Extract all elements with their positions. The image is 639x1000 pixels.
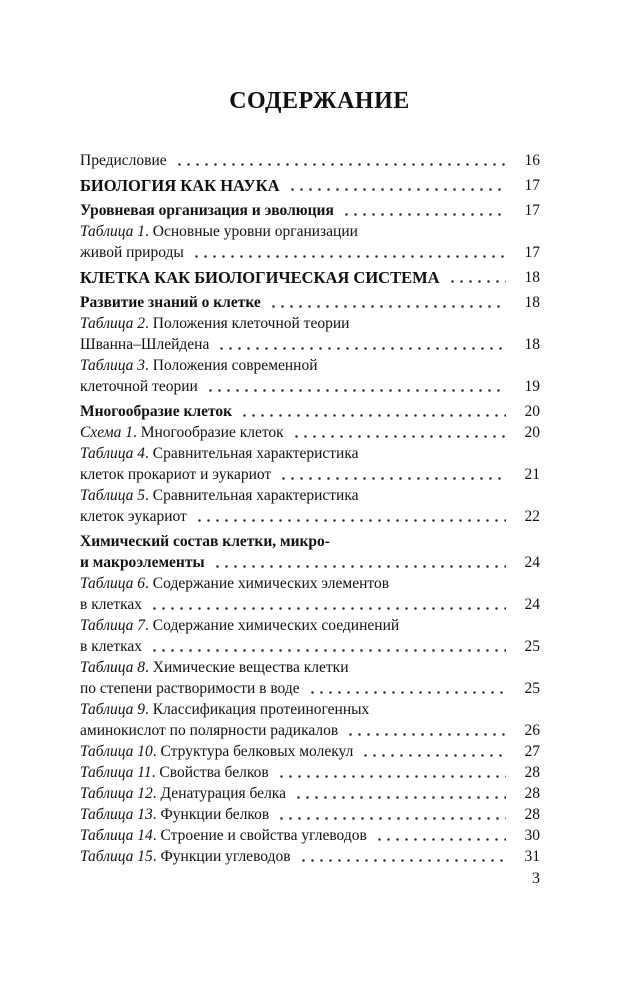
toc-entry-text: Содержание химических соединений [152,617,400,634]
toc-entry-label: Таблица 6 [80,575,146,592]
toc-entry-label: Таблица 1 [80,223,146,240]
dot-leader [279,477,506,480]
toc-page-number: 24 [524,554,540,571]
toc-entry-text-cont: клеток прокариот и эукариот [80,466,272,483]
toc-entry-text: Предисловие [80,152,167,169]
dot-leader [150,607,506,610]
toc-entry-line1: Таблица 6. Содержание химических элементов [80,575,390,592]
toc-entry-text: Многообразие клеток [140,424,284,441]
table-of-contents [80,150,540,867]
toc-subsection-heading: Уровневая организация и эволюция [80,202,334,219]
toc-entry-label: Таблица 15 [80,848,153,865]
toc-entry [80,594,540,615]
toc-entry-text: Сравнительная характеристика [152,445,359,462]
toc-entry-preface [80,150,540,171]
toc-entry-text: Положения клеточной теории [152,315,350,332]
dot-leader [150,649,506,652]
toc-entry-label: Таблица 7 [80,617,146,634]
dot-leader [299,859,506,862]
toc-entry-label: Таблица 3 [80,357,146,374]
toc-page-number: 16 [524,152,540,169]
toc-entry [80,242,540,263]
toc-entry-text-cont: аминокислот по полярности радикалов [80,722,339,739]
dot-leader [240,414,506,417]
dot-leader [217,347,506,350]
toc-entry-line1: Таблица 9. Классификация протеиногенных [80,701,370,718]
toc-page-number: 22 [524,508,540,525]
page-title: СОДЕРЖАНИЕ [229,88,410,114]
toc-section-cell [80,267,540,288]
toc-entry-text: Основные уровни организации [152,223,358,240]
toc-subsection [80,552,540,573]
dot-leader [195,519,506,522]
dot-leader [292,435,506,438]
toc-entry-line1: Таблица 1. Основные уровни организации [80,223,358,240]
toc-page-number: 20 [524,424,540,441]
toc-entry-text: Функции углеводов [160,848,291,865]
toc-entry-text: Строение и свойства углеводов [160,827,367,844]
dot-leader [192,255,506,258]
toc-page-number: 25 [524,680,540,697]
dot-leader [361,754,506,757]
toc-page-number: 18 [524,336,540,353]
dot-leader [308,691,506,694]
toc-entry-text: Сравнительная характеристика [152,487,359,504]
page-number: 3 [532,870,540,887]
toc-entry [80,720,540,741]
dot-leader [269,305,506,308]
toc-entry-label: Таблица 9 [80,701,146,718]
toc-entry: Таблица 11. Свойства белков 28 [80,764,540,781]
toc-entry-line1: Таблица 3. Положения современной [80,357,318,374]
toc-page-number: 27 [524,743,540,760]
toc-page-number: 28 [524,785,540,802]
toc-entry-text: Свойства белков [159,764,269,781]
toc-entry [80,636,540,657]
dot-leader [294,796,506,799]
toc-entry-text-cont: в клетках [80,596,143,613]
toc-entry-text: Положения современной [152,357,318,374]
toc-entry-text: Химические вещества клетки [152,659,349,676]
toc-entry-label: Таблица 5 [80,487,146,504]
toc-entry-text: Денатурация белка [160,785,286,802]
toc-entry-text-cont: в клетках [80,638,143,655]
dot-leader [342,213,506,216]
toc-subsection [80,292,540,313]
toc-entry-label: Таблица 4 [80,445,146,462]
toc-entry-line1: Таблица 5. Сравнительная характеристика [80,487,359,504]
dot-leader [288,188,506,191]
toc-entry-label: Схема 1 [80,424,133,441]
toc-page-number: 17 [524,177,540,194]
toc-entry: Схема 1. Многообразие клеток 20 [80,424,540,441]
toc-page-number: 17 [524,202,540,219]
toc-entry-text: Функции белков [160,806,270,823]
toc-entry-text: Структура белковых молекул [160,743,354,760]
toc-page-number: 19 [524,378,540,395]
toc-section-heading: КЛЕТКА КАК БИОЛОГИЧЕСКАЯ СИСТЕМА [80,268,440,287]
toc-page-number: 24 [524,596,540,613]
dot-leader [346,733,506,736]
toc-entry-text-cont: клеток эукариот [80,508,187,525]
toc-entry-label: Таблица 14 [80,827,153,844]
dot-leader [277,817,506,820]
toc-entry-text-cont: Шванна–Шлейдена [80,336,210,353]
toc-section-heading: БИОЛОГИЯ КАК НАУКА [80,176,280,195]
toc-page-number: 28 [524,764,540,781]
dot-leader [375,838,506,841]
toc-entry-label: Таблица 11 [80,764,152,781]
toc-page-number: 21 [524,466,540,483]
toc-page-number: 31 [524,848,540,865]
toc-page-number: 28 [524,806,540,823]
toc-entry-label: Таблица 8 [80,659,146,676]
toc-page-number: 20 [524,403,540,420]
dot-leader [448,280,506,283]
toc-subsection-line1: Химический состав клетки, микро- [80,533,330,550]
toc-entry-label: Таблица 13 [80,806,153,823]
toc-entry-line1: Таблица 2. Положения клеточной теории [80,315,350,332]
toc-subsection [80,401,540,422]
toc-entry-line1: Таблица 7. Содержание химических соединений [80,617,400,634]
toc-entry [80,334,540,355]
toc-entry: Таблица 10. Структура белковых молекул 27 [80,743,540,760]
toc-entry-text: Содержание химических элементов [152,575,390,592]
toc-entry-text-cont: живой природы [80,244,184,261]
toc-entry-text-cont: по степени растворимости в воде [80,680,300,697]
toc-page-number: 17 [524,244,540,261]
dot-leader [277,775,506,778]
toc-section-biology [80,175,540,196]
toc-entry: Таблица 15. Функции углеводов 31 [80,848,540,865]
toc-page-number: 26 [524,722,540,739]
toc-subsection-heading-cont: и макроэлементы [80,554,205,571]
toc-subsection-heading: Многообразие клеток [80,403,233,420]
toc-page-number: 18 [524,269,540,286]
toc-page-number: 18 [524,294,540,311]
toc-subsection-heading: Развитие знаний о клетке [80,294,261,311]
toc-page-number: 30 [524,827,540,844]
toc-entry-label: Таблица 10 [80,743,153,760]
toc-entry [80,376,540,397]
toc-entry-line1: Таблица 4. Сравнительная характеристика [80,445,359,462]
toc-entry-label: Таблица 2 [80,315,146,332]
toc-entry-label: Таблица 12 [80,785,153,802]
dot-leader [206,389,506,392]
toc-entry: Таблица 12. Денатурация белка 28 [80,785,540,802]
toc-entry [80,464,540,485]
toc-entry: Таблица 13. Функции белков 28 [80,806,540,823]
dot-leader [213,565,506,568]
toc-entry: Таблица 14. Строение и свойства углеводов 30 [80,827,540,844]
toc-subsection [80,200,540,221]
toc-entry-text-cont: клеточной теории [80,378,198,395]
toc-entry-line1: Таблица 8. Химические вещества клетки [80,659,349,676]
toc-entry [80,678,540,699]
dot-leader [175,163,506,166]
toc-entry [80,506,540,527]
toc-page-number: 25 [524,638,540,655]
toc-entry-text: Классификация протеиногенных [152,701,370,718]
